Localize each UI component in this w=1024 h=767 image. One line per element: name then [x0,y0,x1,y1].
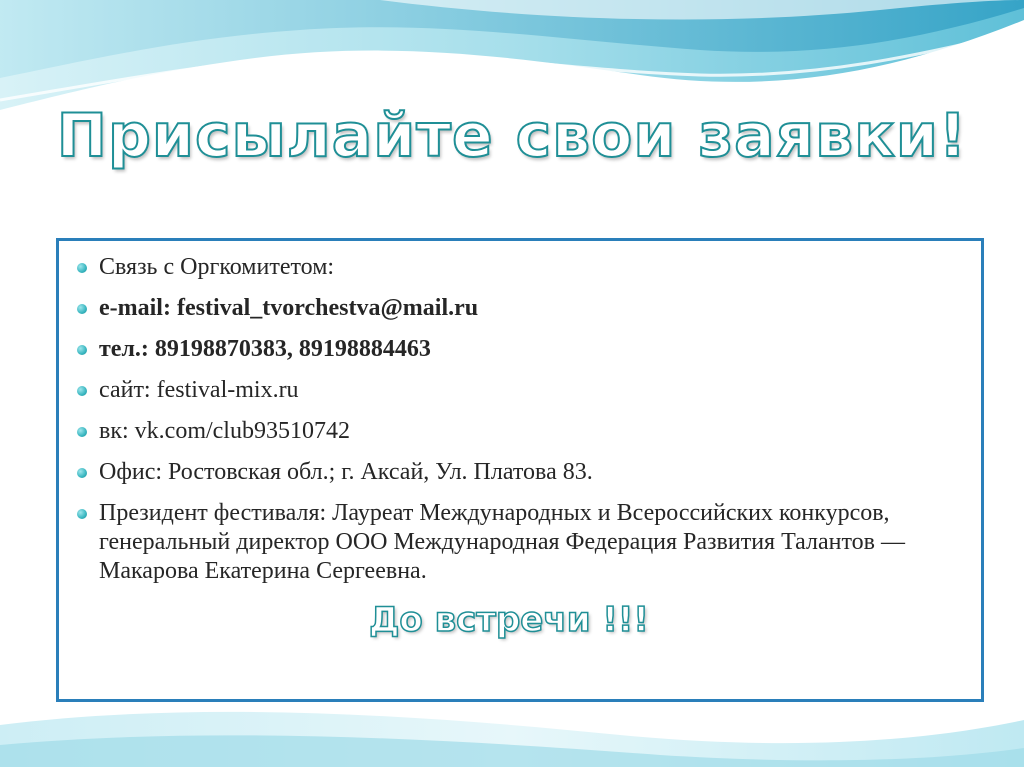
list-item [77,499,951,586]
bullet-icon [77,427,87,437]
bullet-icon [77,263,87,273]
list-item [77,253,951,282]
org-committee-label: Связь с Оргкомитетом: [99,254,335,280]
list-item [77,458,951,487]
bullet-icon [77,509,87,519]
list-item [77,335,951,364]
bullet-icon [77,386,87,396]
office-address: Офис: Ростовская обл.; г. Аксай, Ул. Платова 83. [99,459,593,485]
bullet-icon [77,304,87,314]
email-text: e-mail: festival_tvorchestva@mail.ru [99,295,479,321]
vk-text: вк: vk.com/club93510742 [99,418,350,444]
closing-greeting: До встречи !!! [369,600,649,640]
contact-info-box [56,238,984,702]
contact-list [77,253,951,586]
list-item [77,417,951,446]
slide-title: Присылайте свои заявки! [56,101,968,171]
list-item [77,294,951,323]
list-item [77,376,951,405]
phone-text: тел.: 89198870383, 89198884463 [99,336,431,362]
bullet-icon [77,345,87,355]
website-text: сайт: festival-mix.ru [99,377,299,403]
bullet-icon [77,468,87,478]
president-info: Президент фестиваля: Лауреат Международных и Всероссийских конкурсов, генеральный директор ООО Международная Федерация Развития Талантов — Макарова Екатерина Сергеевна. [99,500,905,584]
